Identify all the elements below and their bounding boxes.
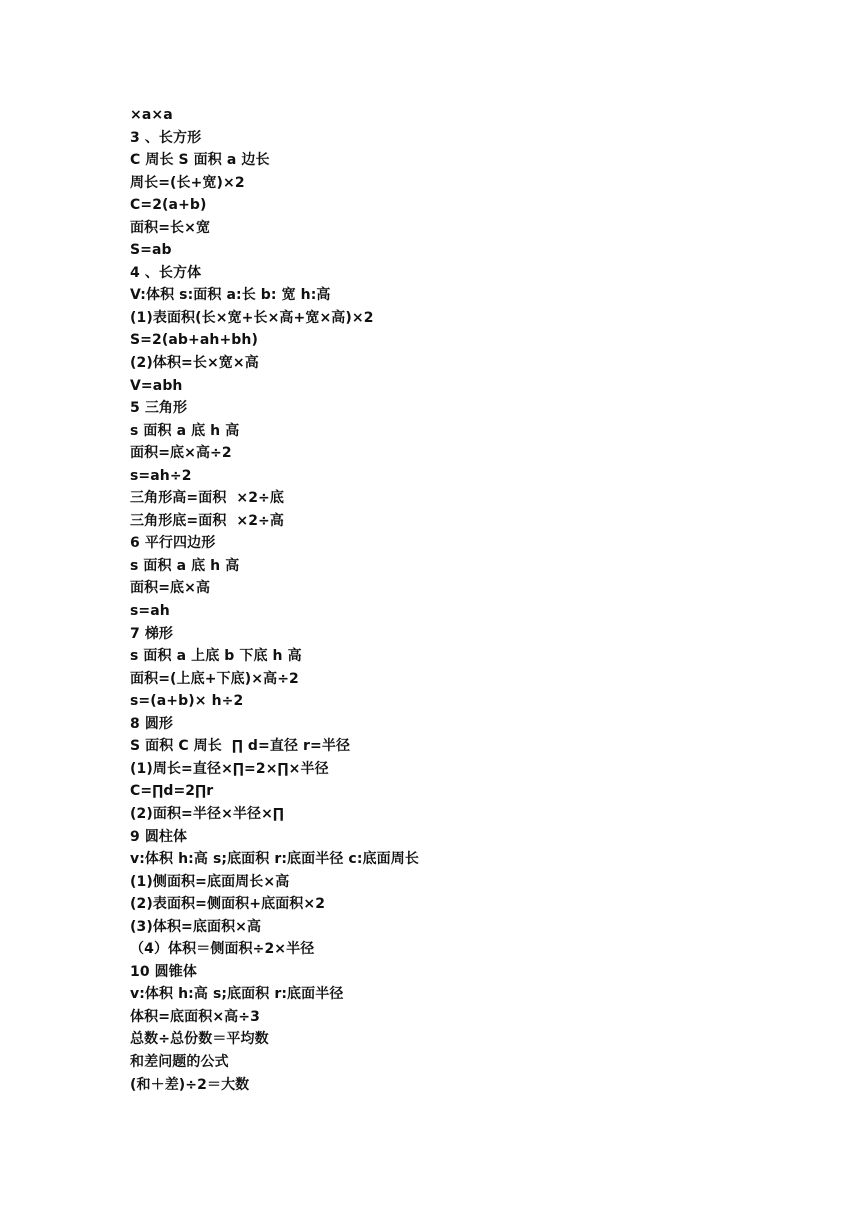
formula-line: (1)侧面积=底面周长×高	[130, 873, 290, 890]
formula-line: s=(a+b)× h÷2	[130, 693, 244, 710]
formula-line: (2)表面积=侧面积+底面积×2	[130, 896, 326, 913]
formula-line: (2)体积=长×宽×高	[130, 355, 259, 372]
formula-line: 体积=底面积×高÷3	[130, 1008, 260, 1025]
formula-line: S=2(ab+ah+bh)	[130, 332, 258, 349]
formula-line: 面积=底×高	[130, 580, 211, 597]
formula-line: C=2(a+b)	[130, 197, 207, 214]
text-line: s 面积 a 底 h 高	[130, 557, 240, 574]
text-line: v:体积 h:高 s;底面积 r:底面半径 c:底面周长	[130, 851, 419, 868]
formula-line: C=∏d=2∏r	[130, 783, 214, 800]
formula-line: 三角形底=面积 ×2÷高	[130, 512, 284, 529]
text-line: s 面积 a 上底 b 下底 h 高	[130, 648, 302, 665]
text-line: S 面积 C 周长 ∏ d=直径 r=半径	[130, 738, 351, 755]
formula-line: 面积=(上底+下底)×高÷2	[130, 670, 299, 687]
section-heading: 4 、长方体	[130, 264, 202, 281]
section-heading: 3 、长方形	[130, 129, 202, 146]
formula-line: V=abh	[130, 377, 183, 394]
text-line: s 面积 a 底 h 高	[130, 422, 240, 439]
formula-line: （4）体积＝侧面积÷2×半径	[130, 941, 315, 958]
formula-line: (1)周长=直径×∏=2×∏×半径	[130, 760, 329, 777]
section-heading: 10 圆锥体	[130, 963, 197, 980]
formula-line: 周长=(长+宽)×2	[130, 174, 245, 191]
formula-line: 总数÷总份数＝平均数	[130, 1031, 269, 1048]
formula-list	[130, 104, 419, 1096]
text-line: v:体积 h:高 s;底面积 r:底面半径	[130, 986, 344, 1003]
section-heading: 5 三角形	[130, 400, 188, 417]
text-line: ×a×a	[130, 107, 173, 123]
section-heading: 9 圆柱体	[130, 828, 188, 845]
formula-line: S=ab	[130, 242, 172, 259]
formula-line: (1)表面积(长×宽+长×高+宽×高)×2	[130, 309, 374, 326]
section-heading: 8 圆形	[130, 715, 174, 732]
formula-line: (3)体积=底面积×高	[130, 918, 262, 935]
text-line: C 周长 S 面积 a 边长	[130, 152, 270, 169]
formula-line: 面积=底×高÷2	[130, 445, 232, 462]
formula-line: 三角形高=面积 ×2÷底	[130, 490, 284, 507]
formula-line: (2)面积=半径×半径×∏	[130, 805, 285, 822]
section-heading: 7 梯形	[130, 625, 174, 642]
section-heading: 6 平行四边形	[130, 535, 216, 552]
text-line: 和差问题的公式	[130, 1053, 229, 1070]
formula-line: s=ah÷2	[130, 467, 192, 484]
formula-line: 面积=长×宽	[130, 219, 211, 236]
text-line: V:体积 s:面积 a:长 b: 宽 h:高	[130, 287, 331, 304]
formula-line: s=ah	[130, 603, 170, 620]
formula-line: (和＋差)÷2＝大数	[130, 1076, 250, 1093]
